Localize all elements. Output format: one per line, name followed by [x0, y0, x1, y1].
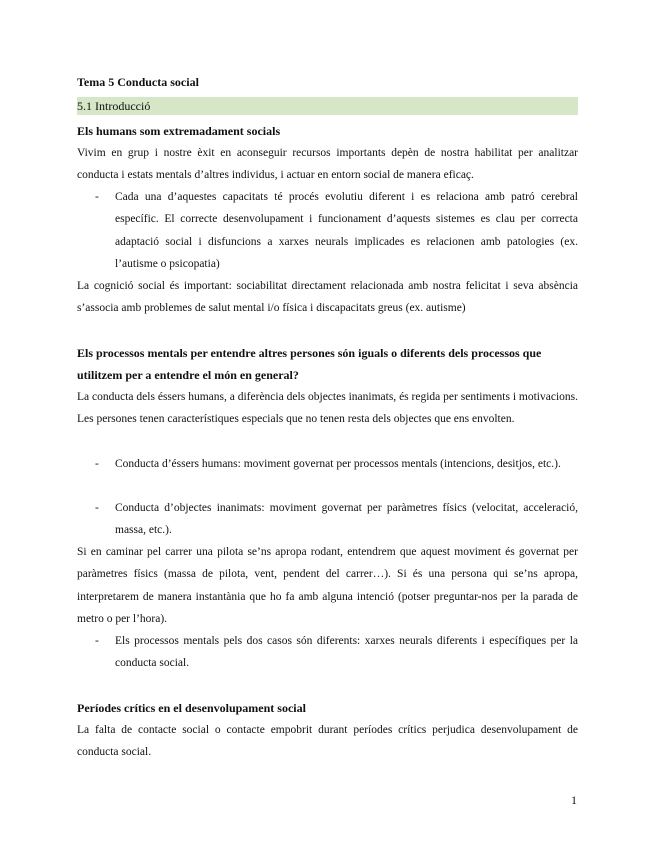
heading-mental-processes: Els processos mentals per entendre altres persones són iguals o diferents dels processos que utilitzem per a entendre el món en general?	[77, 346, 542, 383]
bullet-item-human-beings	[95, 453, 578, 475]
bullet-dash: -	[95, 458, 99, 470]
document-title: Tema 5 Conducta social	[77, 75, 199, 89]
bullet-dash: -	[95, 191, 99, 203]
paragraph-human-conduct: La conducta dels éssers humans, a diferència dels objectes inanimats, és regida per sentiments i motivacions. Les persones tenen característiques especials que no tenen resta dels objectes que ens envolten.	[77, 391, 578, 426]
paragraph-group-living: Vivim en grup i nostre èxit en aconseguir recursos importants depèn de nostra habilitat per analitzar conducta i estats mentals d’altres individus, i actuar en entorn social de manera eficaç.	[77, 147, 578, 182]
bullet-text: Els processos mentals pels dos casos són diferents: xarxes neurals diferents i específiques per la conducta social.	[115, 635, 578, 670]
heading-critical-periods: Períodes crítics en el desenvolupament social	[77, 701, 306, 715]
bullet-item-inanimate-objects	[95, 497, 578, 542]
paragraph-social-cognition: La cognició social és important: sociabilitat directament relacionada amb nostra felicitat i seva absència s’associa amb problemes de salut mental i/o física i discapacitats greus (ex. autisme)	[77, 280, 578, 315]
bullet-text: Conducta d’éssers humans: moviment governat per processos mentals (intencions, desitjos, etc.).	[115, 458, 561, 470]
bullet-dash: -	[95, 635, 99, 647]
section-heading: 5.1 Introducció	[77, 97, 578, 115]
bullet-text: Conducta d’objectes inanimats: moviment governat per paràmetres físics (velocitat, acceleració, massa, etc.).	[115, 502, 578, 537]
paragraph-social-contact: La falta de contacte social o contacte empobrit durant períodes crítics perjudica desenvolupament de conducta social.	[77, 724, 578, 759]
bullet-item-capacities	[95, 186, 578, 276]
paragraph-ball-example: Si en caminar pel carrer una pilota se’ns apropa rodant, entendrem que aquest moviment és governat per paràmetres físics (massa de pilota, vent, pendent del carrer…). Si és una persona qui se’ns apropa, interpretarem de manera instantània que ho fa amb alguna intenció (potser preguntar-nos per la parada de metro o per l’hora).	[77, 546, 578, 626]
bullet-item-neural-networks	[95, 630, 578, 675]
heading-humans-social: Els humans som extremadament socials	[77, 124, 281, 138]
bullet-dash: -	[95, 502, 99, 514]
bullet-text: Cada una d’aquestes capacitats té procés evolutiu diferent i es relaciona amb patró cerebral específic. El correcte desenvolupament i funcionament d’aquests sistemes es clau per correcta adaptació social i disfuncions a xarxes neurals implicades es relacionen amb patologies (ex. l’autisme o psicopatia)	[115, 191, 578, 271]
page-number: 1	[571, 793, 577, 807]
